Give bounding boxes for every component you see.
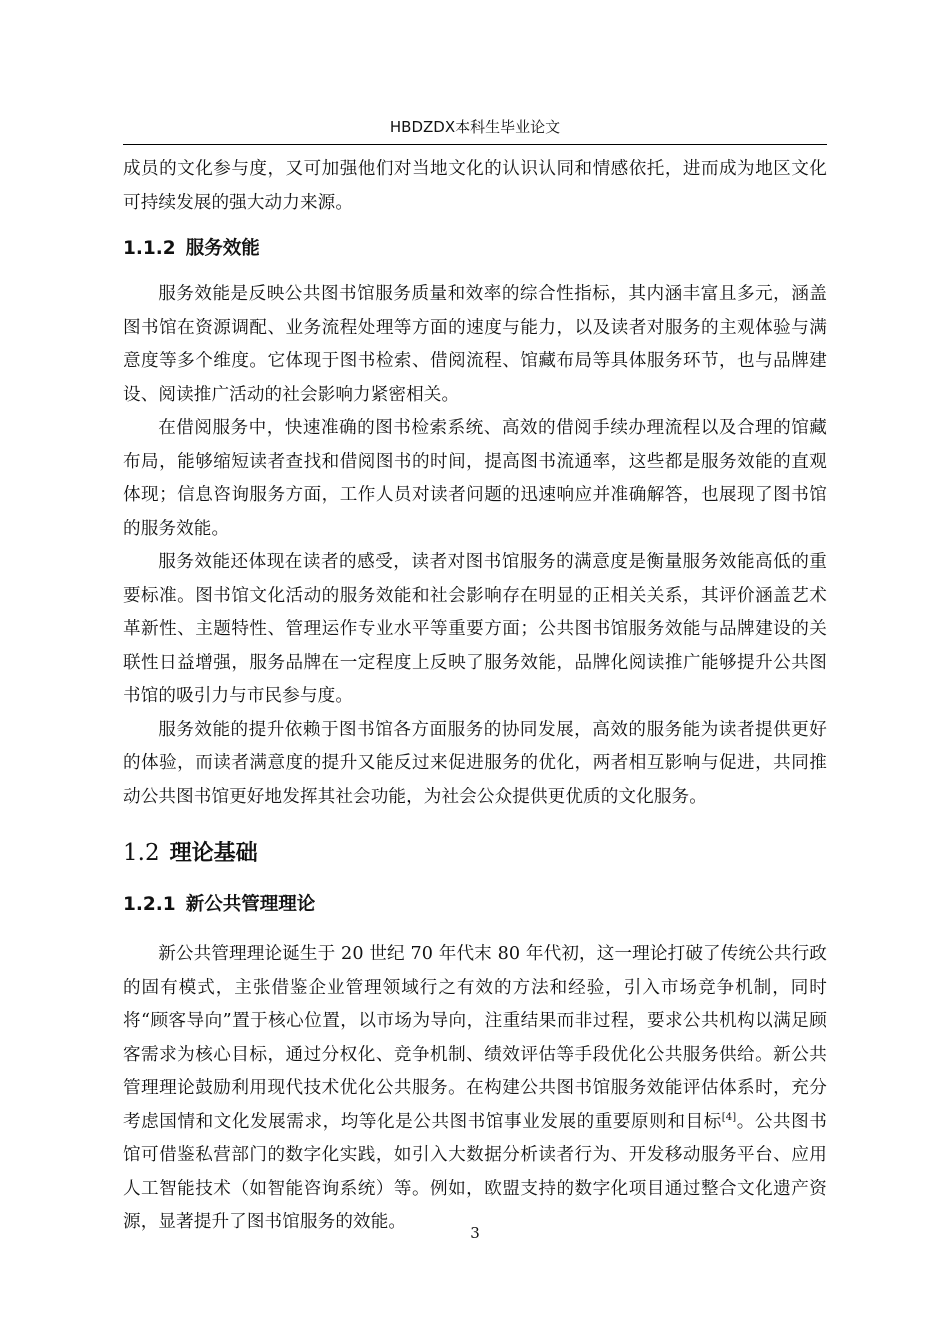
section-heading-1-2-1 <box>123 890 827 920</box>
citation-reference[interactable]: [4] <box>721 1111 737 1123</box>
section-heading-1-2 <box>123 837 827 870</box>
section-number: 1.1.2 <box>123 238 176 259</box>
header-rule <box>123 144 827 145</box>
paragraph-text: 新公共管理理论诞生于 20 世纪 70 年代末 80 年代初，这一理论打破了传统公共行政的固有模式，主张借鉴企业管理领域行之有效的方法和经验，引入市场竞争机制，同时将“顾客导向”置于核心位置，以市场为导向，注重结果而非过程，要求公共机构以满足顾客需求为核心目标，通过分权化、竞争机制、绩效评估等手段优化公共服务供给。新公共管理理论鼓励利用现代技术优化公共服务。在构建公共图书馆服务效能评估体系时，充分考虑国情和文化发展需求，均等化是公共图书馆事业发展的重要原则和目标 <box>123 944 827 1132</box>
page-body <box>123 153 827 1240</box>
page-number: 3 <box>470 1224 480 1242</box>
continued-paragraph: 成员的文化参与度，又可加强他们对当地文化的认识认同和情感依托，进而成为地区文化可持续发展的强大动力来源。 <box>123 159 827 213</box>
body-paragraph: 服务效能的提升依赖于图书馆各方面服务的协同发展，高效的服务能为读者提供更好的体验，而读者满意度的提升又能反过来促进服务的优化，两者相互影响与促进，共同推动公共图书馆更好地发挥其社会功能，为社会公众提供更优质的文化服务。 <box>123 719 827 807</box>
section-number: 1.2 <box>123 840 160 866</box>
body-paragraph: 服务效能是反映公共图书馆服务质量和效率的综合性指标，其内涵丰富且多元，涵盖图书馆在资源调配、业务流程处理等方面的速度与能力，以及读者对服务的主观体验与满意度等多个维度。它体现于图书检索、借阅流程、馆藏布局等具体服务环节，也与品牌建设、阅读推广活动的社会影响力紧密相关。 <box>123 284 827 405</box>
section-title: 新公共管理理论 <box>185 894 316 915</box>
body-paragraph: 在借阅服务中，快速准确的图书检索系统、高效的借阅手续办理流程以及合理的馆藏布局，能够缩短读者查找和借阅图书的时间，提高图书流通率，这些都是服务效能的直观体现；信息咨询服务方面，工作人员对读者问题的迅速响应并准确解答，也展现了图书馆的服务效能。 <box>123 418 827 539</box>
section-number: 1.2.1 <box>123 894 176 915</box>
section-title: 服务效能 <box>185 238 260 259</box>
section-title: 理论基础 <box>169 841 258 866</box>
section-heading-1-1-2 <box>123 234 827 264</box>
running-header: HBDZDX本科生毕业论文 <box>389 118 561 136</box>
paragraph-text: 。公共图书馆可借鉴私营部门的数字化实践，如引入大数据分析读者行为、开发移动服务平台、应用人工智能技术（如智能咨询系统）等。例如，欧盟支持的数字化项目通过整合文化遗产资源，显著提升了图书馆服务的效能。 <box>123 1111 827 1232</box>
body-paragraph: 服务效能还体现在读者的感受，读者对图书馆服务的满意度是衡量服务效能高低的重要标准。图书馆文化活动的服务效能和社会影响存在明显的正相关关系，其评价涵盖艺术革新性、主题特性、管理运作专业水平等重要方面；公共图书馆服务效能与品牌建设的关联性日益增强，服务品牌在一定程度上反映了服务效能，品牌化阅读推广能够提升公共图书馆的吸引力与市民参与度。 <box>123 552 827 706</box>
body-paragraph <box>123 938 827 1240</box>
